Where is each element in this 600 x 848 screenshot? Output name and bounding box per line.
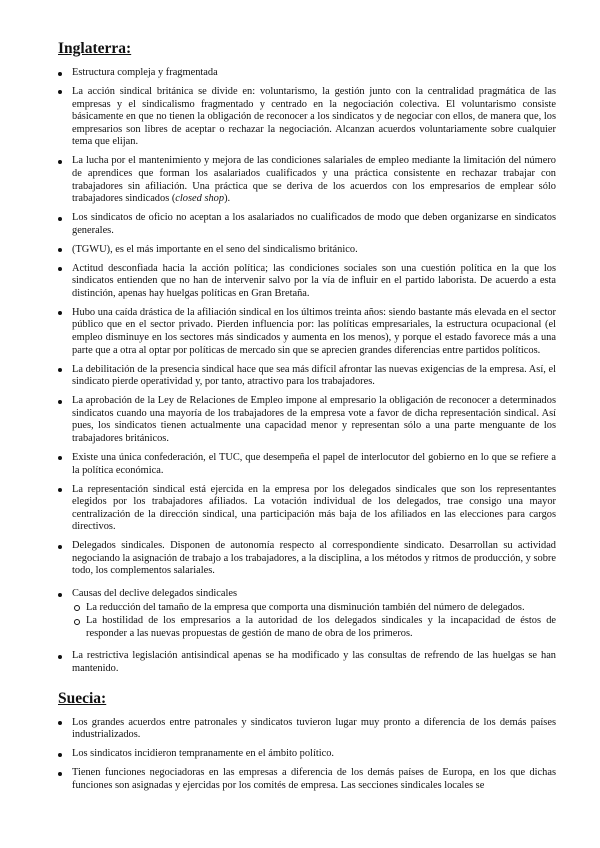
closed-shop-term: closed shop bbox=[175, 193, 225, 205]
list-item: La acción sindical británica se divide en: voluntarismo, la gestión junto con la centralidad pragmática de las empresas y el sindicalismo fragmentado y centrado en la negociación colectiva. El voluntarismo consiste básicamente en que no tienen la obligación de reconocer a los sindicatos y de negociar con ellos, de manera que, los empresarios son libres de aceptar o rechazar la negociación. Alcanzan acuerdos voluntariamente sobre cualquier tema que elijan. bbox=[58, 86, 556, 149]
list-item: Existe una única confederación, el TUC, que desempeña el papel de interlocutor del gobierno en lo que se refiere a la política económica. bbox=[58, 452, 556, 477]
heading-suecia: Suecia: bbox=[58, 689, 107, 707]
list-item: Delegados sindicales. Disponen de autonomía respecto al correspondiente sindicato. Desarrollan su actividad negociando la asignación de trabajo a los trabajadores, a la disciplina, a los métodos y ritmos de producción, y sobre todo, los complementos salariales. bbox=[58, 540, 556, 578]
sub-list-item: La hostilidad de los empresarios a la autoridad de los delegados sindicales y la incapacidad de éstos de responder a las nuevas propuestas de gestión de mano de obra de los primeros. bbox=[72, 615, 556, 640]
list-item: Tienen funciones negociadoras en las empresas a diferencia de los demás países de Europa, en los que dichas funciones son asignadas y ejercidas por los comités de empresa. Las secciones sindicales locales se bbox=[58, 767, 556, 792]
list-item: La restrictiva legislación antisindical apenas se ha modificado y las consultas de refrendo de las huelgas se han mantenido. bbox=[58, 650, 556, 675]
list-item bbox=[58, 155, 556, 205]
heading-inglaterra: Inglaterra: bbox=[58, 40, 132, 57]
list-item: Los grandes acuerdos entre patronales y sindicatos tuvieron lugar muy pronto a diferencia de los demás países industrializados. bbox=[58, 717, 556, 742]
list-item: Los sindicatos de oficio no aceptan a los asalariados no cualificados de modo que deben organizarse en sindicatos generales. bbox=[58, 212, 556, 237]
list-item: Los sindicatos incidieron tempranamente en el ámbito político. bbox=[58, 748, 556, 761]
list-item: Hubo una caída drástica de la afiliación sindical en los últimos treinta años: siendo bastante más elevada en el sector público que en el sector privado. Pierden influencia por: las políticas empresariales, la estructura ocupacional (el empleo disminuye en los sectores más sindicados y aumenta en los menos), y porque el estado favorece más a una parte que a otra al optar por políticas de mercado sin que se aprecien grandes diferencias entre partidos políticos. bbox=[58, 307, 556, 357]
inglaterra-list bbox=[58, 67, 556, 676]
declive-sublist bbox=[72, 602, 556, 641]
list-item-text: La lucha por el mantenimiento y mejora de las condiciones salariales de empleo mediante la limitación del número de aprendices que forman los asalariados cualificados y una práctica consistente en rechazar trabajar con trabajadores sin afiliación. Una práctica que se deriva de los acuerdos con los empresarios de emplear sólo trabajadores sindicados ( bbox=[72, 155, 556, 205]
list-item-declive bbox=[58, 588, 556, 640]
list-item: La aprobación de la Ley de Relaciones de Empleo impone al empresario la obligación de reconocer a determinados sindicatos cuando una mayoría de los trabajadores de la empresa vote a favor de dicha representación sindical. Así pues, los sindicatos tienen actualmente una capacidad menor y representan sólo a una parte menguante de los trabajadores británicos. bbox=[58, 395, 556, 445]
suecia-list bbox=[58, 717, 556, 793]
list-item: Actitud desconfiada hacia la acción política; las condiciones sociales son una cuestión política en la que los sindicatos entienden que no han de intervenir salvo por la vía de influir en el partido laborista. De acuerdo a esta distinción, apenas hay huelgas políticas en Gran Bretaña. bbox=[58, 263, 556, 301]
list-item: (TGWU), es el más importante en el seno del sindicalismo británico. bbox=[58, 244, 556, 257]
list-item: La debilitación de la presencia sindical hace que sea más difícil afrontar las nuevas exigencias de la empresa. Así, el sindicato pierde operatividad y, por tanto, atractivo para los trabajadores. bbox=[58, 364, 556, 389]
list-item: Estructura compleja y fragmentada bbox=[58, 67, 556, 80]
declive-title: Causas del declive delegados sindicales bbox=[72, 588, 238, 600]
sub-list-item: La reducción del tamaño de la empresa que comporta una disminución también del número de delegados. bbox=[72, 602, 556, 615]
list-item: La representación sindical está ejercida en la empresa por los delegados sindicales que son los representantes elegidos por los trabajadores afiliados. La votación individual de los delegados, trae consigo una mayor centralización de la dirección sindical, una participación más baja de los afiliados en las elecciones para cargos directivos. bbox=[58, 484, 556, 534]
list-item-tail: ). bbox=[224, 193, 231, 205]
